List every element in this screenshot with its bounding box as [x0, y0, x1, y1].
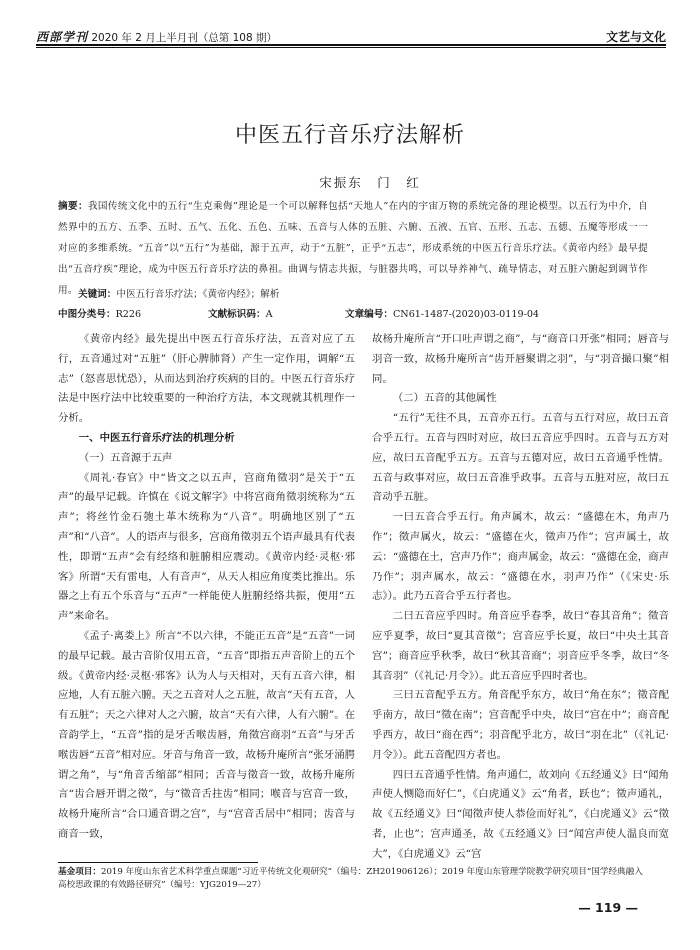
page-number: — 119 — [578, 900, 638, 915]
subsection-heading: （二）五音的其他属性 [392, 392, 497, 405]
body-paragraph: 《黄帝内经》最先提出中医五行音乐疗法，五音对应了五行，五音通过对“五脏”（肝心脾肺肾）产生一定作用，调解“五志”（怒喜思忧恐），从而达到治疗疾病的目的。中医五行音乐疗法是中医疗法中比较重要的一种治疗方法，本文现就其机理作一分析。 [58, 333, 355, 425]
subsection-heading: （一）五音源于五声 [78, 451, 173, 464]
body-paragraph: 四曰五音通乎性情。角声通仁，故刘向《五经通义》曰“闻角声使人恻隐而好仁”，《白虎通义》云“角者，跃也”；徵声通礼，故《五经通义》曰“闻徵声使人恭俭而好礼”，《白虎通义》云“徵者，止也”；宫声通圣，故《五经通义》曰“闻宫声使人温良而宽大”，《白虎通义》云“宫 [372, 768, 669, 860]
body-paragraph: 故杨升庵所言“开口吐声谓之商”，与“商音口开张”相同；唇音与羽音一致，故杨升庵所言“齿开唇聚谓之羽”，与“羽音撮口聚”相同。 [372, 333, 669, 385]
clc-number: 中图分类号：R226 [58, 309, 142, 320]
footnote-rule [58, 862, 258, 863]
journal-issue: 2020 年 2 月上半月刊（总第 108 期） [91, 32, 277, 44]
keywords [78, 286, 648, 300]
body-paragraph: 一曰五音合乎五行。角声属木，故云：“盛德在木，角声乃作”；徵声属火，故云：“盛德在火，徵声乃作”；宫声属土，故云：“盛德在土，宫声乃作”；商声属金，故云：“盛德在金，商声乃作”；羽声属水，故云：“盛德在水，羽声乃作”（《宋史·乐志》）。此乃五音合乎五行者也。 [372, 511, 669, 603]
keywords-text: 中医五行音乐疗法；《黄帝内经》；解析 [116, 289, 280, 300]
running-header [36, 24, 666, 46]
header-rule [36, 44, 666, 46]
article-authors: 宋振东 门 红 [319, 175, 421, 190]
doc-code: 文献标识码：A [208, 309, 273, 320]
abstract-text: 我国传统文化中的五行“生克乘侮”理论是一个可以解释包括“天地人”在内的宇宙万物的系统完备的理论模型。以五行为中介，自然界中的五方、五季、五时、五气、五化、五色、五味、五音与人体的五脏、六腑、五液、五官、五形、五志、五德、五魔等形成一一对应的多维系统。“五音”以“五行”为基础，源于五声，动于“五脏”，正乎“五志”，形成系统的中医五行音乐疗法。《黄帝内经》最早提出“五音疗疾”理论，成为中医五行音乐疗法的鼻祖。曲调与情志共振，与脏器共鸣，可以导养神气、疏导情志，对五脏六腑起到调节作用。 [58, 201, 648, 296]
article-number: 文章编号：CN61-1487-(2020)03-0119-04 [345, 309, 540, 320]
body-paragraph: 《周礼·春官》中“皆文之以五声，宫商角徵羽”是关于“五声”的最早记载。许慎在《说文解字》中将宫商角徵羽统称为“五声”；将丝竹金石匏土革木统称为“八音”。明确地区别了“五声”和“八音”。人的语声与很多，宫商角徵羽五个语声最具有代表性，即谓“五声”会有经络和脏腑相应震动。《黄帝内经·灵枢·邪客》所谓“天有雷电，人有音声”，从天人相应角度类比推出。乐器之上有五个乐音与“五声”一样能使人脏腑经络共振，便用“五声”来命名。 [58, 471, 355, 623]
body-paragraph: 《孟子·离娄上》所言“不以六律，不能正五音”是“五音”一词的最早记载。最古音阶仅用五音，“五音”即指五声音阶上的五个级。《黄帝内经·灵枢·邪客》认为人与天相对，天有五音六律，相应地，人有五脏六腑。天之五音对人之五脏，故言“天有五音，人有五脏”；天之六律对人之六腑，故言“天有六律，人有六腑”。在音韵学上，“五音”指的是牙舌喉齿唇，角徵宫商羽“五音”与牙舌喉齿唇“五音”相对应。牙音与角音一致，故杨升庵所言“张牙涌腭谓之角”，与“角音舌缩部”相同；舌音与徵音一致，故杨升庵所言“齿合唇开谓之徵”，与“徵音舌拄齿”相同；喉音与宫音一致，故杨升庵所言“合口通音谓之宫”，与“宫音舌居中”相同；齿音与商音一致， [58, 629, 355, 840]
section-heading: 一、中医五行音乐疗法的机理分析 [78, 431, 235, 444]
journal-info [36, 28, 277, 45]
section-name: 文艺与文化 [605, 30, 666, 44]
footnote-label: 基金项目： [58, 867, 101, 877]
keywords-label: 关键词： [78, 289, 117, 300]
abstract-label: 摘要： [58, 201, 88, 212]
header-rule-thin [36, 47, 666, 48]
body-paragraph: 二曰五音应乎四时。角音应乎春季，故曰“春其音角”；徵音应乎夏季，故曰“夏其音徵”；宫音应乎长夏，故曰“中央土其音宫”；商音应乎秋季，故曰“秋其音商”；羽音应乎冬季，故曰“冬其音羽”（《礼记·月令》）。此五音应乎四时者也。 [372, 610, 669, 682]
left-column [58, 330, 355, 845]
body-paragraph: “五行”无往不具，五音亦五行。五音与五行对应，故曰五音合乎五行。五音与四时对应，故曰五音应乎四时。五音与五方对应，故曰五音配乎五方。五音与五德对应，故曰五音通乎性情。五音与政事对应，故曰五音准乎政事。五音与五脏对应，故曰五音动乎五脏。 [372, 412, 669, 504]
journal-name: 西部学刊 [36, 30, 89, 44]
body-paragraph: 三曰五音配乎五方。角音配乎东方，故曰“角在东”；徵音配乎南方，故曰“徵在南”；宫音配乎中央，故曰“宫在中”；商音配乎西方，故曰“商在西”；羽音配乎北方，故曰“羽在北”（《礼记·月令》）。此五音配四方者也。 [372, 689, 669, 761]
article-title: 中医五行音乐疗法解析 [234, 123, 465, 148]
footnote [58, 866, 648, 892]
footnote-text: 2019 年度山东省艺术科学重点课题“习近平传统文化观研究”（编号：ZH201906126）；2019 年度山东管理学院教学研究项目“国学经典融入高校思政课的有效路径研究”（编号：YJG2019—27） [58, 867, 643, 890]
right-column [372, 330, 669, 865]
